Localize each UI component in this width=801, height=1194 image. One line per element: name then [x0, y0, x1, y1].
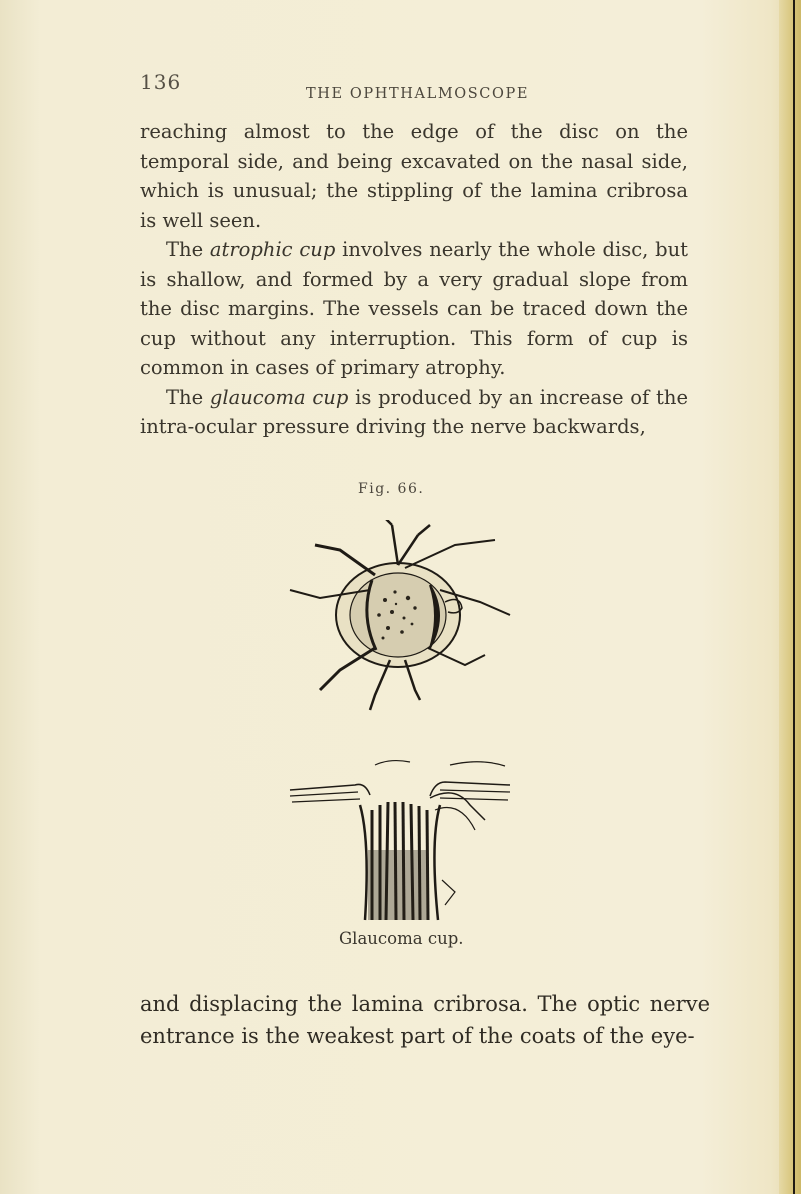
figure-label: Fig. 66. — [358, 481, 425, 497]
body-text-lower — [140, 988, 710, 1052]
figure-caption: Glaucoma cup. — [339, 929, 464, 948]
paragraph-2-rest: involves nearly the whole disc, but is shallow, and formed by a very gradual slope from the disc margins. The vessels can be traced down the cup without any interruption. This form of cup is common in cases of primary atrophy. — [140, 238, 688, 379]
cross-section-drawing — [290, 761, 510, 920]
paragraph-2 — [140, 235, 688, 383]
term-atrophic-cup: atrophic cup — [209, 238, 336, 261]
paragraph-3 — [140, 383, 688, 442]
page-number: 136 — [140, 70, 182, 94]
running-head: THE OPHTHALMOSCOPE — [306, 86, 530, 102]
continuation-paragraph: and displacing the lamina cribrosa. The optic nerve entrance is the weakest part of the coats of the eye- — [140, 992, 710, 1048]
paragraph-2-lead: The — [166, 238, 210, 261]
paragraph-3-lead: The — [166, 385, 210, 409]
paragraph-1: reaching almost to the edge of the disc on the temporal side, and being excavated on the nasal side, which is unusual; the stippling of the lamina cribrosa is well seen. — [140, 120, 688, 232]
paragraph-3-rest: is produced by an increase of the intra-ocular pressure driving the nerve backwards, — [140, 385, 688, 438]
page-edge — [779, 0, 801, 1194]
term-glaucoma-cup: glaucoma cup — [209, 385, 349, 409]
body-text-upper — [140, 117, 688, 442]
glaucoma-cup-illustration — [280, 520, 520, 925]
disc-view-drawing — [290, 520, 510, 710]
page-edge-line — [793, 0, 795, 1194]
